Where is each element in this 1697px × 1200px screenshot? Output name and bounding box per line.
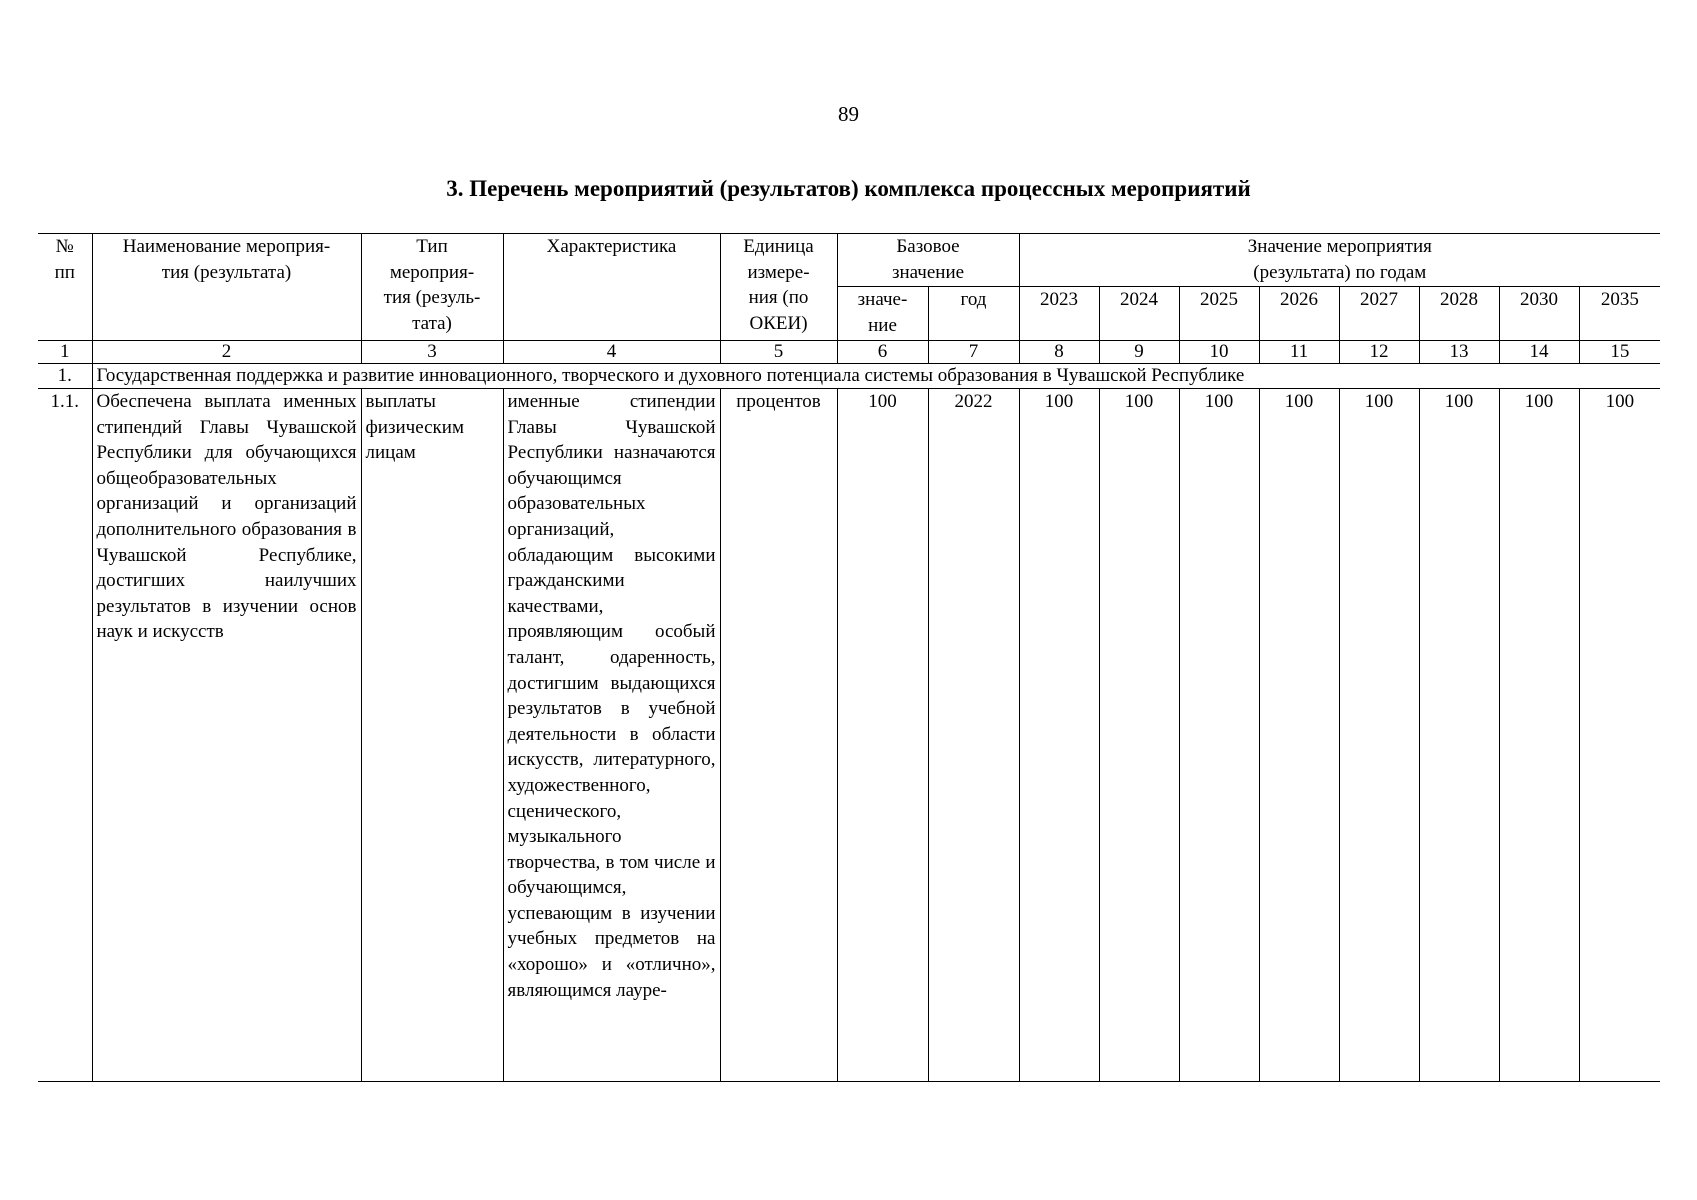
header-unit-label: Единица измере- ния (по ОКЕИ) [743, 236, 814, 334]
header-num [38, 234, 92, 341]
row-value: 100 [1259, 389, 1339, 1082]
column-number: 10 [1179, 341, 1259, 364]
header-type [361, 234, 503, 341]
column-number: 4 [503, 341, 720, 364]
row-value: 100 [1579, 389, 1660, 1082]
column-number: 7 [928, 341, 1019, 364]
column-number: 11 [1259, 341, 1339, 364]
header-year: 2023 [1019, 287, 1099, 341]
column-number: 13 [1419, 341, 1499, 364]
measures-table [38, 233, 1660, 1082]
column-numbers-row [38, 341, 1660, 364]
column-number: 8 [1019, 341, 1099, 364]
header-base-year: год [928, 287, 1019, 341]
header-year: 2030 [1499, 287, 1579, 341]
header-type-label: Тип мероприя- тия (резуль- тата) [383, 236, 481, 334]
row-type: выплаты физическим лицам [361, 389, 503, 1082]
row-value: 100 [1019, 389, 1099, 1082]
header-row-1 [38, 234, 1660, 287]
header-year: 2026 [1259, 287, 1339, 341]
column-number: 12 [1339, 341, 1419, 364]
column-number: 9 [1099, 341, 1179, 364]
column-number: 1 [38, 341, 92, 364]
header-year: 2035 [1579, 287, 1660, 341]
row-unit: процентов [720, 389, 837, 1082]
header-base [837, 234, 1019, 287]
page-number: 89 [838, 102, 859, 126]
column-number: 5 [720, 341, 837, 364]
header-name-label: Наименование мероприя- тия (результата) [122, 236, 331, 283]
section-row [38, 364, 1660, 389]
row-base-year: 2022 [928, 389, 1019, 1082]
column-number: 15 [1579, 341, 1660, 364]
header-unit [720, 234, 837, 341]
header-year: 2028 [1419, 287, 1499, 341]
header-base-value [837, 287, 928, 341]
header-name [92, 234, 361, 341]
row-num: 1.1. [38, 389, 92, 1082]
header-year: 2027 [1339, 287, 1419, 341]
header-year: 2025 [1179, 287, 1259, 341]
page-title: 3. Перечень мероприятий (результатов) комплекса процессных мероприятий [446, 176, 1251, 201]
header-year: 2024 [1099, 287, 1179, 341]
row-value: 100 [1179, 389, 1259, 1082]
data-row [38, 389, 1660, 1082]
row-base-value: 100 [837, 389, 928, 1082]
header-characteristic: Характеристика [503, 234, 720, 341]
header-values-by-year-label: Значение мероприятия (результата) по годам [1247, 236, 1432, 283]
row-value: 100 [1339, 389, 1419, 1082]
row-name: Обеспечена выплата именных стипендий Главы Чувашской Республики для обучающихся общеобразовательных организаций и организаций дополнительного образования в Чувашской Республике, достигших наилучших результатов в изучении основ наук и искусств [92, 389, 361, 1082]
row-characteristic: именные стипендии Главы Чувашской Республики назначаются обучающимся образовательных организаций, обладающим высокими гражданскими качествами, проявляющим особый талант, одаренность, достигшим выдающихся результатов в учебной деятельности в области искусств, литературного, художественного, сценического, музыкального творчества, в том числе и обучающимся, успевающим в изучении учебных предметов на «хорошо» и «отлично», являющимся лауре- [503, 389, 720, 1082]
section-num: 1. [38, 364, 92, 389]
column-number: 6 [837, 341, 928, 364]
column-number: 14 [1499, 341, 1579, 364]
row-value: 100 [1499, 389, 1579, 1082]
column-number: 3 [361, 341, 503, 364]
header-base-value-label: значе- ние [857, 289, 908, 336]
section-title: Государственная поддержка и развитие инновационного, творческого и духовного потенциала системы образования в Чувашской Республике [92, 364, 1660, 389]
header-num-label: № пп [54, 236, 75, 283]
column-number: 2 [92, 341, 361, 364]
row-value: 100 [1099, 389, 1179, 1082]
header-base-label: Базовое значение [891, 236, 965, 283]
row-value: 100 [1419, 389, 1499, 1082]
header-values-by-year [1019, 234, 1660, 287]
